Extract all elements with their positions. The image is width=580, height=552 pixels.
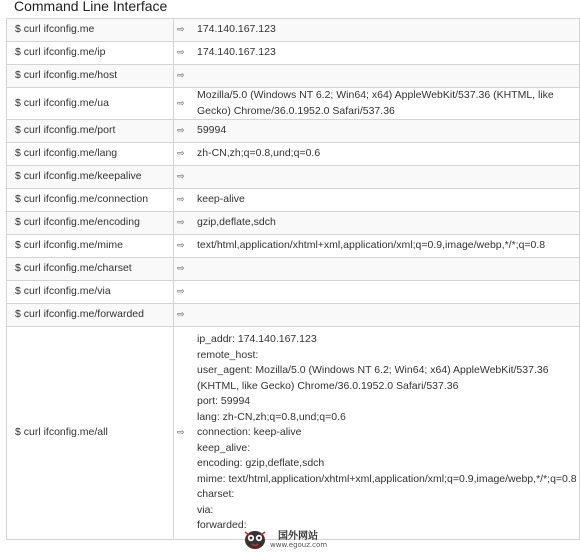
table-row bbox=[7, 88, 580, 120]
output-line: encoding: gzip,deflate,sdch bbox=[197, 457, 325, 470]
output-cell bbox=[193, 42, 580, 65]
command-cell: $ curl ifconfig.me/via bbox=[7, 281, 174, 304]
output-cell bbox=[193, 258, 580, 281]
output-cell bbox=[193, 120, 580, 143]
arrow-icon: ⇨ bbox=[174, 258, 194, 281]
watermark-cn-text: 国外网站 bbox=[278, 531, 318, 542]
table-row bbox=[7, 166, 580, 189]
output-line: forwarded: bbox=[197, 519, 247, 532]
table-row bbox=[7, 120, 580, 143]
watermark bbox=[242, 527, 362, 552]
output-line: Mozilla/5.0 (Windows NT 6.2; Win64; x64) AppleWebKit/537.36 (KHTML, like bbox=[197, 89, 554, 101]
command-cell: $ curl ifconfig.me/host bbox=[7, 65, 174, 88]
logo-icon bbox=[242, 527, 268, 551]
table-row bbox=[7, 258, 580, 281]
arrow-icon: ⇨ bbox=[174, 235, 194, 258]
output-line: 174.140.167.123 bbox=[197, 46, 276, 59]
output-line: text/html,application/xhtml+xml,application/xml;q=0.9,image/webp,*/*;q=0.8 bbox=[197, 239, 546, 252]
output-line: connection: keep-alive bbox=[197, 426, 302, 439]
command-cell: $ curl ifconfig.me/connection bbox=[7, 189, 174, 212]
table-row bbox=[7, 42, 580, 65]
output-line: 59994 bbox=[197, 124, 227, 137]
table-row bbox=[7, 189, 580, 212]
arrow-icon: ⇨ bbox=[174, 281, 194, 304]
table-row bbox=[7, 281, 580, 304]
output-cell bbox=[193, 65, 580, 88]
command-cell: $ curl ifconfig.me/lang bbox=[7, 143, 174, 166]
table-row bbox=[7, 327, 580, 540]
command-cell: $ curl ifconfig.me/encoding bbox=[7, 212, 174, 235]
table-row bbox=[7, 65, 580, 88]
output-line: keep_alive: bbox=[197, 441, 251, 454]
arrow-icon: ⇨ bbox=[174, 212, 194, 235]
arrow-icon: ⇨ bbox=[174, 166, 194, 189]
command-cell: $ curl ifconfig.me/mime bbox=[7, 235, 174, 258]
arrow-icon: ⇨ bbox=[174, 65, 194, 88]
command-cell: $ curl ifconfig.me/ip bbox=[7, 42, 174, 65]
command-cell: $ curl ifconfig.me/port bbox=[7, 120, 174, 143]
output-cell bbox=[193, 304, 580, 327]
output-line: 174.140.167.123 bbox=[197, 23, 276, 36]
command-cell: $ curl ifconfig.me/ua bbox=[7, 88, 174, 120]
output-cell bbox=[193, 189, 580, 212]
table-row bbox=[7, 235, 580, 258]
command-cell: $ curl ifconfig.me/forwarded bbox=[7, 304, 174, 327]
arrow-icon: ⇨ bbox=[174, 143, 194, 166]
output-line: mime: text/html,application/xhtml+xml,application/xml;q=0.9,image/webp,*/*;q=0.8 bbox=[197, 472, 577, 485]
arrow-icon: ⇨ bbox=[174, 120, 194, 143]
output-line: zh-CN,zh;q=0.8,und;q=0.6 bbox=[197, 147, 321, 160]
watermark-url-text: www.egouz.com bbox=[270, 541, 328, 549]
table-row bbox=[7, 19, 580, 42]
arrow-icon: ⇨ bbox=[174, 327, 194, 540]
output-cell bbox=[193, 212, 580, 235]
page-title: Command Line Interface bbox=[14, 0, 168, 14]
output-cell bbox=[193, 19, 580, 42]
output-line: remote_host: bbox=[197, 348, 259, 361]
table-row bbox=[7, 212, 580, 235]
output-cell bbox=[193, 235, 580, 258]
output-line: via: bbox=[197, 503, 214, 516]
arrow-icon: ⇨ bbox=[174, 189, 194, 212]
output-cell bbox=[193, 143, 580, 166]
arrow-icon: ⇨ bbox=[174, 42, 194, 65]
output-cell bbox=[193, 166, 580, 189]
command-cell: $ curl ifconfig.me/keepalive bbox=[7, 166, 174, 189]
output-line: charset: bbox=[197, 488, 235, 501]
output-line: (KHTML, like Gecko) Chrome/36.0.1952.0 Safari/537.36 bbox=[197, 379, 459, 392]
command-cell: $ curl ifconfig.me bbox=[7, 19, 174, 42]
output-line: gzip,deflate,sdch bbox=[197, 216, 276, 229]
output-line: lang: zh-CN,zh;q=0.8,und;q=0.6 bbox=[197, 410, 346, 423]
output-line: Gecko) Chrome/36.0.1952.0 Safari/537.36 bbox=[197, 104, 395, 117]
output-line: keep-alive bbox=[197, 193, 245, 206]
command-cell: $ curl ifconfig.me/charset bbox=[7, 258, 174, 281]
output-line: port: 59994 bbox=[197, 395, 251, 408]
arrow-icon: ⇨ bbox=[174, 19, 194, 42]
output-line: ip_addr: 174.140.167.123 bbox=[197, 333, 317, 346]
command-table bbox=[6, 18, 580, 540]
output-line: user_agent: Mozilla/5.0 (Windows NT 6.2; Win64; x64) AppleWebKit/537.36 bbox=[197, 364, 549, 377]
output-cell bbox=[193, 327, 580, 540]
command-cell: $ curl ifconfig.me/all bbox=[7, 327, 174, 540]
arrow-icon: ⇨ bbox=[174, 304, 194, 327]
table-row bbox=[7, 304, 580, 327]
output-cell bbox=[193, 281, 580, 304]
table-row bbox=[7, 143, 580, 166]
output-cell bbox=[193, 88, 580, 120]
arrow-icon: ⇨ bbox=[174, 88, 194, 120]
